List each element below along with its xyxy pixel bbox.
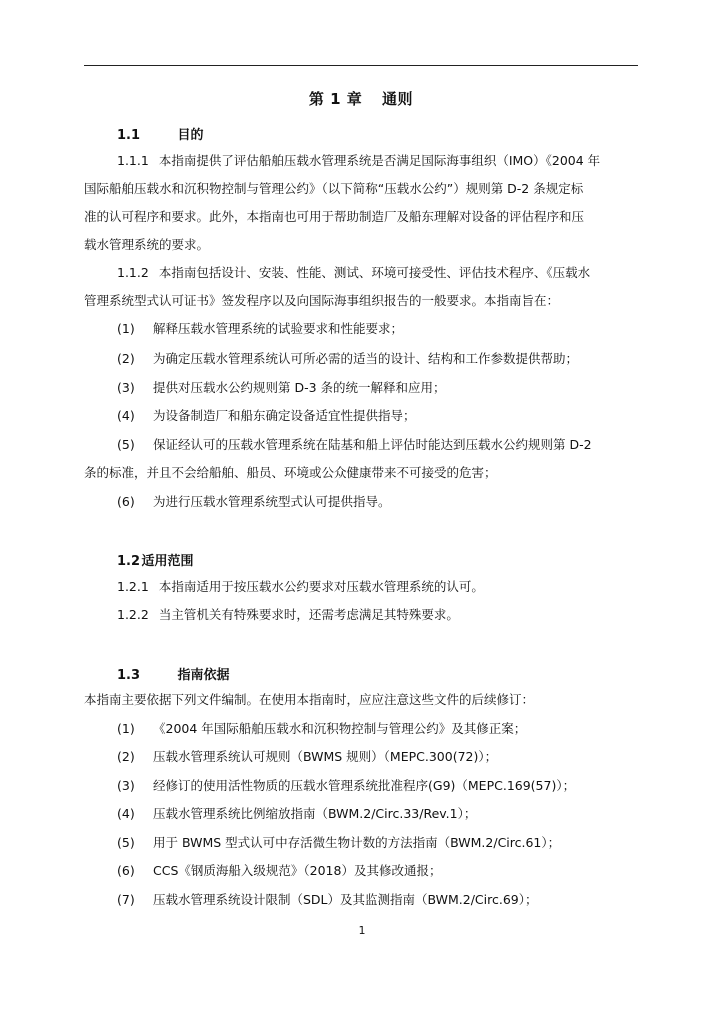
list-item-continuation: 条的标准，并且不会给船舶、船员、环境或公众健康带来不可接受的危害； (84, 465, 497, 480)
list-item: (1) 解释压载水管理系统的试验要求和性能要求； (117, 321, 404, 336)
chapter-name: 通则 (382, 90, 414, 108)
list-item: (7) 压载水管理系统设计限制（SDL）及其监测指南（BWM.2/Circ.69）； (117, 892, 538, 907)
list-item: (4) 压载水管理系统比例缩放指南（BWM.2/Circ.33/Rev.1）； (117, 806, 477, 821)
paragraph-line: 准的认可程序和要求。此外，本指南也可用于帮助制造厂及船东理解对设备的评估程序和压 (84, 209, 585, 224)
list-item: (3) 提供对压载水公约规则第 D-3 条的统一解释和应用； (117, 380, 446, 395)
paragraph-line: 1.2.2 当主管机关有特殊要求时，还需考虑满足其特殊要求。 (117, 607, 459, 622)
section-number: 1.1 (117, 128, 141, 143)
page-number: 1 (358, 924, 366, 937)
paragraph-line: 1.1.1 本指南提供了评估船舶压载水管理系统是否满足国际海事组织（IMO）《2004 年 (117, 153, 601, 168)
clause-number: 1.1.2 (117, 265, 149, 280)
chapter-number: 第 1 章 (308, 90, 363, 108)
section-title: 适用范围 (141, 554, 194, 569)
paragraph-line: 载水管理系统的要求。 (84, 237, 210, 252)
list-item: (2) 压载水管理系统认可规则（BWMS 规则）（MEPC.300(72)）； (117, 749, 498, 764)
chapter-title (84, 88, 638, 109)
clause-number: 1.1.1 (117, 153, 149, 168)
paragraph-line: 国际船舶压载水和沉积物控制与管理公约》（以下简称“压载水公约”）规则第 D-2 条规定标 (84, 181, 584, 196)
list-item: (5) 用于 BWMS 型式认可中存活微生物计数的方法指南（BWM.2/Circ.61）； (117, 835, 561, 850)
section-heading-1-3 (117, 664, 230, 683)
section-heading-1-1 (117, 124, 204, 143)
list-item: (1) 《2004 年国际船舶压载水和沉积物控制与管理公约》及其修正案； (117, 721, 527, 736)
section-heading-1-2 (117, 550, 194, 569)
section-number: 1.3 (117, 668, 141, 683)
list-item: (6) 为进行压载水管理系统型式认可提供指导。 (117, 494, 391, 509)
paragraph-line: 1.2.1 本指南适用于按压载水公约要求对压载水管理系统的认可。 (117, 579, 484, 594)
section-title: 目的 (177, 128, 204, 143)
section-number: 1.2 (117, 554, 141, 569)
list-item: (5) 保证经认可的压载水管理系统在陆基和船上评估时能达到压载水公约规则第 D-2 (117, 437, 592, 452)
paragraph-line: 1.1.2 本指南包括设计、安装、性能、测试、环境可接受性、评估技术程序、《压载水 (117, 265, 591, 280)
header-rule (84, 65, 638, 66)
paragraph-line: 管理系统型式认可证书》签发程序以及向国际海事组织报告的一般要求。本指南旨在： (84, 293, 560, 308)
list-item: (3) 经修订的使用活性物质的压载水管理系统批准程序(G9)（MEPC.169(57)）； (117, 778, 576, 793)
list-item: (4) 为设备制造厂和船东确定设备适宜性提供指导； (117, 408, 416, 423)
list-item: (6) CCS《钢质海船入级规范》（2018）及其修改通报； (117, 863, 442, 878)
section-title: 指南依据 (177, 668, 230, 683)
list-item: (2) 为确定压载水管理系统认可所必需的适当的设计、结构和工作参数提供帮助； (117, 351, 579, 366)
paragraph-line: 本指南主要依据下列文件编制。在使用本指南时，应应注意这些文件的后续修订： (84, 692, 535, 707)
